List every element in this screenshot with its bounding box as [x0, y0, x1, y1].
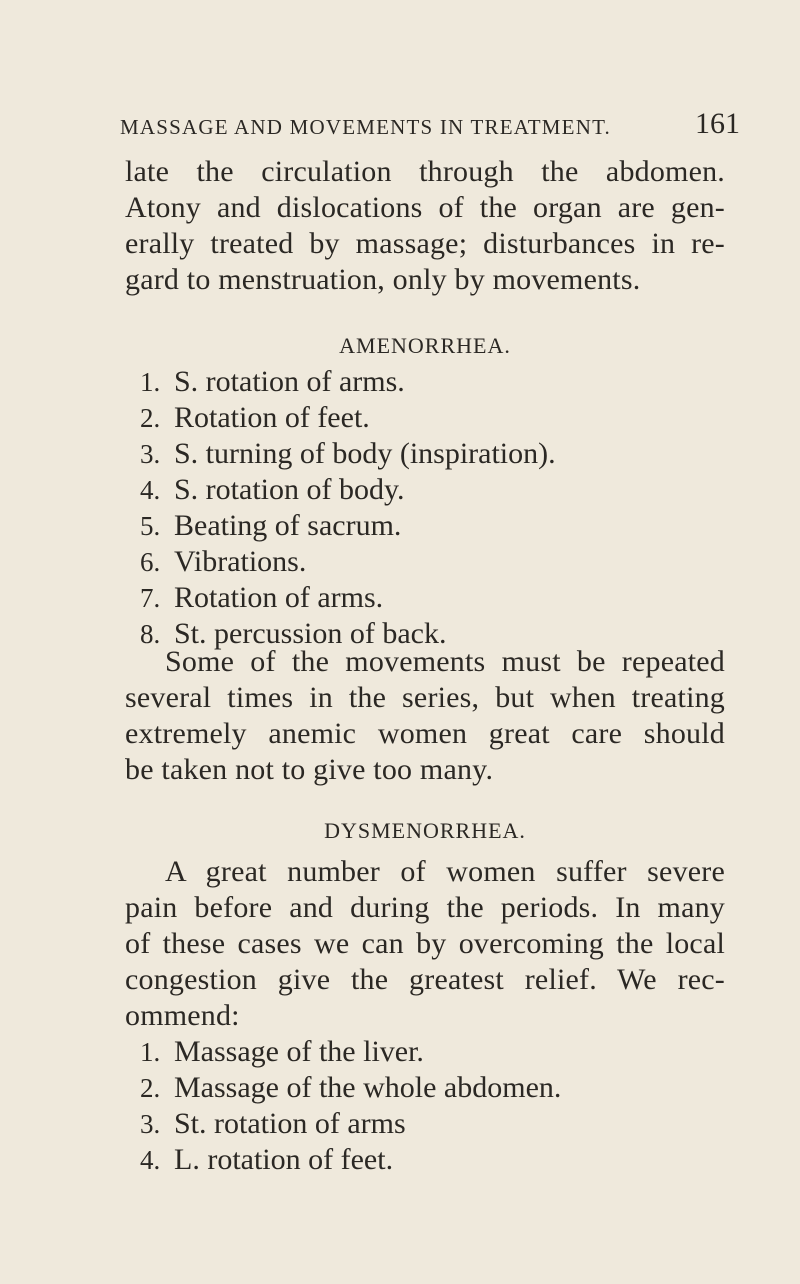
item-number: 2. — [140, 403, 161, 433]
intro-paragraph — [125, 154, 725, 298]
item-text: St. rotation of arms — [174, 1107, 406, 1140]
item-number: 1. — [140, 367, 161, 397]
amenorrhea-list — [125, 364, 685, 652]
list-item — [125, 1142, 685, 1178]
item-number: 6. — [140, 547, 161, 577]
item-text: S. rotation of arms. — [174, 365, 405, 398]
list-item — [125, 400, 685, 436]
item-text: Rotation of feet. — [174, 401, 370, 434]
text-line: congestion give the greatest relief. We rec- — [125, 963, 725, 996]
list-item — [125, 544, 685, 580]
text-line: late the circulation through the abdomen. — [125, 155, 725, 188]
list-item — [125, 364, 685, 400]
list-item — [125, 580, 685, 616]
text-line: of these cases we can by overcoming the local — [125, 927, 725, 960]
text-line: ommend: — [125, 999, 240, 1032]
list-item — [125, 472, 685, 508]
item-text: S. turning of body (inspiration). — [174, 437, 556, 470]
text-line: several times in the series, but when treating — [125, 681, 725, 714]
item-number: 2. — [140, 1073, 161, 1103]
list-item — [125, 436, 685, 472]
text-line: Some of the movements must be repeated — [165, 645, 725, 678]
list-item — [125, 508, 685, 544]
text-line: A great number of women suffer severe — [165, 855, 725, 888]
section-heading-dysmenorrhea: DYSMENORRHEA. — [324, 818, 526, 843]
text-line: gard to menstruation, only by movements. — [125, 263, 641, 296]
text-line: be taken not to give too many. — [125, 753, 494, 786]
text-line: extremely anemic women great care should — [125, 717, 725, 750]
item-number: 5. — [140, 511, 161, 541]
running-head-title: MASSAGE AND MOVEMENTS IN TREATMENT. — [120, 115, 611, 139]
item-text: Massage of the whole abdomen. — [174, 1071, 562, 1104]
item-number: 3. — [140, 1109, 161, 1139]
amenorrhea-note — [125, 644, 725, 788]
list-item — [125, 1034, 685, 1070]
item-text: Vibrations. — [174, 545, 307, 578]
item-text: L. rotation of feet. — [174, 1143, 394, 1176]
dysmenorrhea-paragraph — [125, 854, 725, 1034]
text-line: erally treated by massage; disturbances in re- — [125, 227, 725, 260]
page-number: 161 — [695, 107, 740, 140]
item-text: Beating of sacrum. — [174, 509, 402, 542]
list-item — [125, 1070, 685, 1106]
item-text: S. rotation of body. — [174, 473, 405, 506]
item-number: 3. — [140, 439, 161, 469]
section-heading-amenorrhea: AMENORRHEA. — [339, 333, 511, 358]
item-number: 4. — [140, 1145, 161, 1175]
running-head — [120, 107, 740, 143]
item-text: St. percussion of back. — [174, 617, 447, 650]
item-number: 8. — [140, 619, 161, 649]
text-line: Atony and dislocations of the organ are gen- — [125, 191, 725, 224]
item-text: Massage of the liver. — [174, 1035, 424, 1068]
item-number: 7. — [140, 583, 161, 613]
dysmenorrhea-list — [125, 1034, 685, 1178]
text-line: pain before and during the periods. In many — [125, 891, 725, 924]
item-number: 1. — [140, 1037, 161, 1067]
item-number: 4. — [140, 475, 161, 505]
list-item — [125, 1106, 685, 1142]
item-text: Rotation of arms. — [174, 581, 384, 614]
